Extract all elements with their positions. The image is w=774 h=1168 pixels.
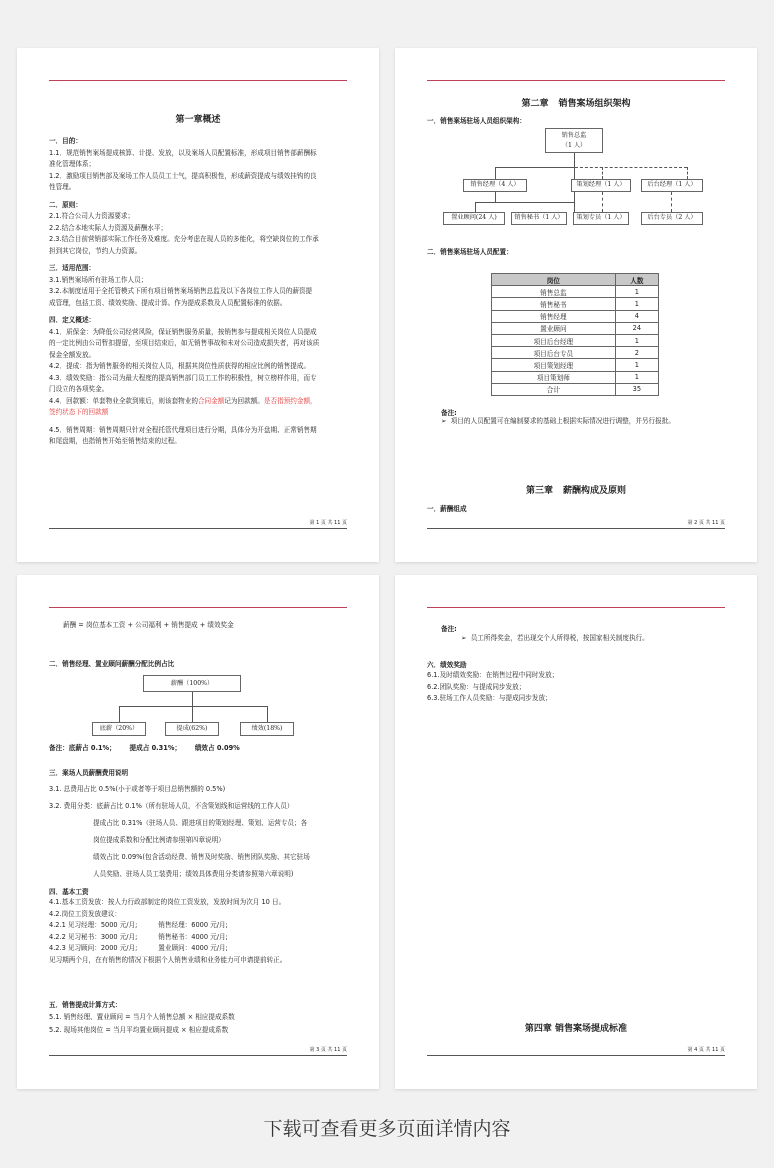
body-line: 提成占比 0.31%（驻场人员、跟进项目的策划经理、策划、运营专员；各 [49,819,308,827]
section-heading: 二．原则： [49,200,82,209]
org-node-planning-manager: 策划经理（1 人） [571,179,631,192]
tree-line [119,706,268,707]
org-line [495,167,496,179]
performance-text [427,670,731,705]
org-dashed-line [671,192,672,212]
body-line: 门设立的各项奖金。 [49,385,109,393]
table-row [492,310,659,322]
salary-tree-base: 底薪（20%） [92,722,146,736]
table-header: 人数 [615,274,658,286]
section-heading: 四．定义概述： [49,316,96,324]
table-row [492,359,659,371]
body-line: 6.1.及时绩效奖励：在销售过程中同时发放； [427,671,559,679]
body-line: 担到其它岗位，节约人力资源。 [49,246,142,255]
body-line: 人员奖励、驻场人员工装费用；绩效具体费用分类请参照第六章说明) [49,870,294,878]
body-line: 性管理。 [49,183,76,191]
ratio-note: 备注：底薪占 0.1%； 提成占 0.31%； 绩效占 0.09% [49,744,240,752]
org-node-backoffice-specialist: 后台专员（2 人） [641,212,703,225]
body-line: 和尾盘期，也指销售开始至销售结束的过程。 [49,437,181,445]
commission-text [49,1011,353,1037]
org-line [475,202,476,212]
section-heading: 六．绩效奖励 [427,661,467,669]
org-line [495,202,575,203]
table-row [492,371,659,383]
table-cell: 4 [615,310,658,322]
salary-tree-performance: 绩效(18%) [240,722,294,736]
org-node-planning-specialist: 策划专员（1 人） [573,212,629,225]
section-heading: 三．适用范围： [49,264,96,272]
section-heading: 四．基本工资 [49,888,89,896]
page-footer: 第 3 页 共 11 页 [49,1046,347,1056]
note-text: ➢ 员工所得奖金，若出现交个人所得税，按国家相关制度执行。 [461,634,649,642]
document-page-1 [17,48,379,562]
section-heading: 五．销售提成计算方式： [49,1001,122,1009]
table-cell: 销售经理 [492,310,616,322]
table-cell: 销售秘书 [492,298,616,310]
table-cell: 1 [615,286,658,298]
body-line: 成管理，包括工资、绩效奖励、提成计算。作为提成系数及人员配置标准的依据。 [49,298,287,307]
org-node-sales-secretary: 销售秘书（1 人） [511,212,567,225]
table-row [492,334,659,346]
body-line: 4.2.3 见习顾问：2000 元/月; 置业顾问：4000 元/月; [49,944,228,952]
table-cell: 1 [615,298,658,310]
chapter-body [49,136,353,448]
table-row [492,383,659,395]
salary-formula: 薪酬 = 岗位基本工资 + 公司福利 + 销售提成 + 绩效奖金 [63,621,234,629]
org-dashed-line [602,192,603,212]
body-line: 4.4．回款额：单套物业全款到账后，则该套物业的合同金额记为回款额。是否指预约金额， [49,396,317,405]
chapter-title [395,483,757,496]
org-dashed-line [687,167,688,179]
table-cell: 合计 [492,383,616,395]
chapter-title [395,96,757,109]
page-footer: 第 1 页 共 11 页 [49,519,347,529]
table-header: 岗位 [492,274,616,286]
table-cell: 项目策划经理 [492,359,616,371]
org-line [475,202,496,203]
body-line: 4.3．绩效奖励：指公司为最大程度的提高销售部门员工工作的积极性，树立榜样作用，而专 [49,373,317,382]
tree-line [192,706,193,722]
note-text: ➢ 项目的人员配置可在编制要求的基础上根据实际情况进行调整，并另行报批。 [441,417,675,425]
org-node-director: 销售总监 （1 人） [545,128,603,153]
header-rule [49,80,347,81]
base-salary-text [49,897,353,966]
body-line: 4.1．质保金：为降低公司经营风险，保证销售服务质量，按销售参与提成相关岗位人员提成 [49,327,317,336]
table-cell: 2 [615,347,658,359]
body-line: 2.3.结合目前营销部实际工作任务及难度。充分考虑在现人员的多能化，将空缺岗位的工作承 [49,235,319,243]
header-rule [427,607,725,608]
body-line: 3.1. 总费用占比 0.5%(小于或者等于项目总销售额的 0.5%) [49,785,226,793]
section-heading: 一．销售案场驻场人员组织架构： [427,117,526,125]
chapter-number: 第二章 [521,99,549,109]
body-line: 2.1.符合公司人力资源要求； [49,212,135,220]
chapter-name: 销售案场组织架构 [558,99,631,109]
section-heading: 二．销售案场驻场人员配置： [427,248,513,256]
table-cell: 1 [615,334,658,346]
body-line: 5.2. 现场其他岗位 = 当月平均置业顾问提成 × 相应提成系数 [49,1026,229,1034]
body-line: 1.1．规范销售案场提成核算、计提、发放，以及案场人员配置标准，形成项目销售部薪酬标 [49,148,317,157]
table-row [492,322,659,334]
note-label: 备注: [441,409,457,417]
org-node-sales-consultant: 置业顾问(24 人) [443,212,505,225]
header-rule [427,80,725,81]
table-cell: 销售总监 [492,286,616,298]
table-row [492,347,659,359]
body-line: 签约状态下的回款额 [49,408,109,416]
body-line: 6.3.驻场工作人员奖励：与提成同步发放； [427,694,552,702]
tree-line [267,706,268,722]
org-line [574,153,575,167]
body-line: 4.5．销售周期：销售周期只针对全程托管代理项目进行分期，具体分为开盘期、正常销售期 [49,425,317,434]
document-page-4 [395,575,757,1089]
chapter-title: 第一章概述 [175,115,221,125]
body-line: 1.2．激励项目销售部及案场工作人员员工士气，提高积极性，形成薪资提成与绩效挂钩的良 [49,171,317,180]
staff-table [491,273,659,396]
body-line: 保金全额发放。 [49,350,96,359]
body-line: 4.2.2 见习秘书：3000 元/月; 销售秘书：4000 元/月; [49,932,228,941]
body-line: 4.2．提成：指为销售服务的相关岗位人员，根据其岗位性质获得的相应比例的销售提成。 [49,362,311,370]
org-line [495,192,496,202]
chapter-number: 第三章 [525,486,553,496]
body-line: 的一定比例由公司暂扣提留，至项目结束后，如无销售事故和未对公司造成损失者，再对该质 [49,339,320,347]
tree-line [192,692,193,706]
body-line: 4.1.基本工资发放：按人力行政部制定的岗位工资发放，发放时间为次月 10 日。 [49,898,286,906]
body-line: 4.2.岗位工资发放建议： [49,909,121,918]
page-footer: 第 2 页 共 11 页 [427,519,725,529]
org-node-sales-manager: 销售经理（4 人） [463,179,527,192]
body-line: 5.1. 销售经理、置业顾问 = 当月个人销售总额 × 相应提成系数 [49,1013,235,1021]
body-line: 4.2.1 见习经理：5000 元/月; 销售经理：6000 元/月; [49,921,228,929]
org-dashed-line [602,167,603,179]
table-cell: 1 [615,371,658,383]
table-row [492,286,659,298]
chapter-title: 第四章 销售案场提成标准 [524,1024,628,1034]
download-caption: 下载可查看更多页面详情内容 [263,1118,511,1140]
body-line: 2.2.结合本地实际人力资源及薪酬水平； [49,223,168,232]
document-page-3 [17,575,379,1089]
body-line: 见习期两个月，在有销售的情况下根据个人销售业绩和业务能力可申请提前转正。 [49,955,287,964]
section-heading: 一．薪酬组成 [427,505,467,513]
header-rule [49,607,347,608]
chapter-name: 薪酬构成及原则 [563,486,627,496]
body-line: 6.2.团队奖励：与提成同步发放； [427,682,526,691]
body-line: 3.2.本制度适用于全托管模式下所有项目销售案场销售总监及以下各岗位工作人员的薪资提 [49,287,313,295]
table-cell: 项目策划师 [492,371,616,383]
body-line: 准化管理体系； [49,160,96,168]
body-line: 3.1.销售案场所有驻场工作人员； [49,275,148,284]
section-heading: 三．案场人员薪酬费用说明 [49,769,129,777]
document-page-2 [395,48,757,562]
tree-line [119,706,120,722]
section-heading: 一．目的： [49,137,82,145]
salary-tree-root: 薪酬（100%） [143,675,241,692]
table-cell: 24 [615,322,658,334]
table-cell: 35 [615,383,658,395]
body-line: 岗位提成系数和分配比例请参照第四章说明） [49,836,225,844]
org-dashed-line [575,167,687,168]
table-cell: 项目后台专员 [492,347,616,359]
body-line: 绩效占比 0.09%(包含活动经费、销售及时奖励、销售团队奖励、其它驻场 [49,853,310,861]
table-cell: 项目后台经理 [492,334,616,346]
section-heading: 二．销售经理、置业顾问薪酬分配比例占比 [49,660,175,668]
table-cell: 置业顾问 [492,322,616,334]
body-line: 3.2. 费用分类：底薪占比 0.1%（所有驻场人员，不含策划线和运营线的工作人员） [49,802,294,810]
cost-description [49,781,353,883]
salary-tree-commission: 提成(62%) [165,722,219,736]
org-node-backoffice-manager: 后台经理（1 人） [641,179,703,192]
org-line [495,167,575,168]
note-label: 备注: [441,625,457,633]
page-footer: 第 4 页 共 11 页 [427,1046,725,1056]
table-cell: 1 [615,359,658,371]
table-row [492,298,659,310]
